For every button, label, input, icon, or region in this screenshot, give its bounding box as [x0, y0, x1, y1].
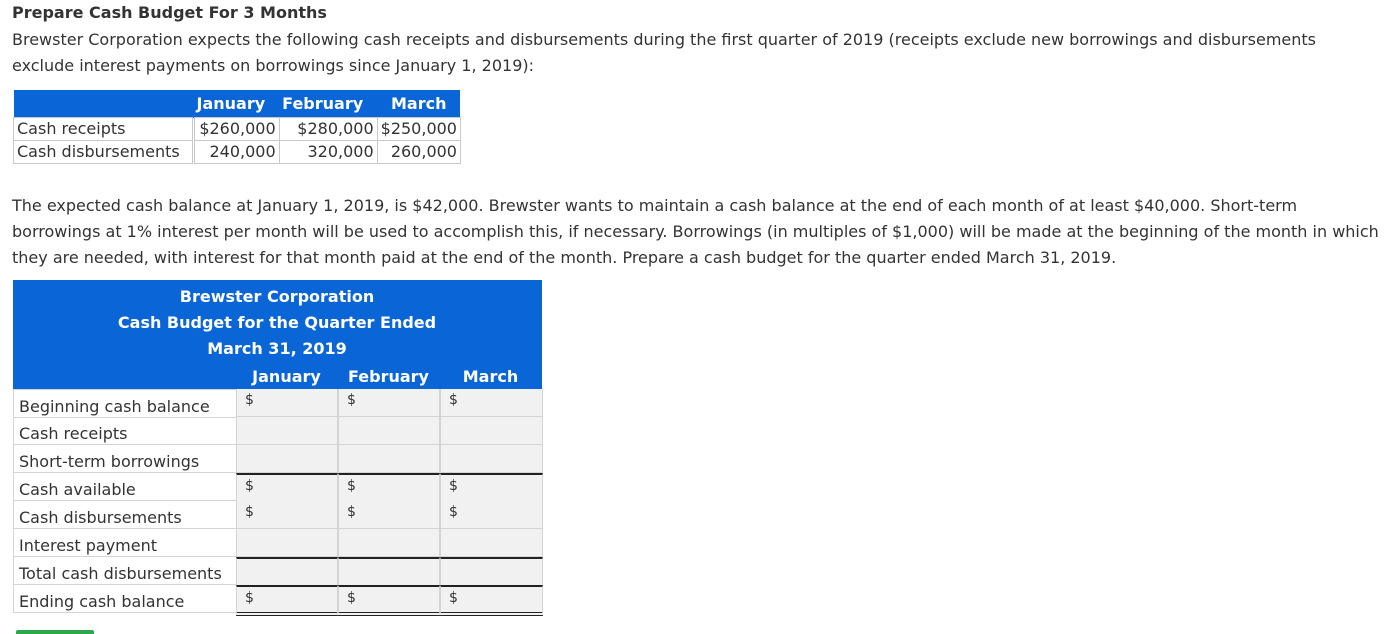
instructions-paragraph: The expected cash balance at January 1, 2019, is $42,000. Brewster wants to maintain a cash balance at the end of each month of at least $40,000. Short-term borrowings at 1% interest per month will be used to accomplish this, if necessary. Borrowings (in multiples of $1,000) will be made at the beginning of the month in which they are needed, with interest for that month paid at the end of the month. Prepare a cash budget for the quarter ended March 31, 2019.	[12, 196, 1379, 267]
dollar-sign: $	[449, 590, 458, 606]
col-header-march: March	[377, 90, 460, 118]
dollar-sign: $	[449, 392, 458, 408]
input-interest-february[interactable]	[338, 529, 440, 557]
cell-value: $260,000	[194, 118, 280, 141]
cell-value: 260,000	[377, 141, 460, 164]
row-label: Cash available	[13, 473, 241, 501]
input-total-disbursements-february[interactable]	[338, 557, 440, 587]
budget-col-january: January	[252, 367, 321, 386]
budget-row-cash-receipts	[13, 417, 542, 445]
row-label: Interest payment	[13, 529, 241, 557]
budget-col-february: February	[348, 367, 429, 386]
row-label: Total cash disbursements	[13, 557, 241, 585]
budget-row-cash-disbursements	[13, 501, 542, 529]
budget-row-borrowings	[13, 445, 542, 473]
budget-row-total-disbursements	[13, 557, 542, 585]
input-ending-cash-january[interactable]	[236, 585, 338, 616]
input-ending-cash-march[interactable]	[440, 585, 543, 616]
input-disbursements-february[interactable]	[338, 501, 440, 529]
input-cash-available-january[interactable]	[236, 473, 338, 503]
dollar-sign: $	[245, 392, 254, 408]
table-row	[14, 141, 461, 164]
budget-row-ending-cash	[13, 585, 542, 613]
budget-row-beginning-cash	[13, 389, 542, 417]
row-label: Beginning cash balance	[13, 389, 241, 418]
input-beginning-cash-january[interactable]	[236, 389, 338, 417]
budget-row-interest	[13, 529, 542, 557]
dollar-sign: $	[245, 504, 254, 520]
row-label: Cash disbursements	[14, 141, 194, 164]
dollar-sign: $	[347, 590, 356, 606]
input-interest-january[interactable]	[236, 529, 338, 557]
budget-date: March 31, 2019	[207, 339, 347, 358]
dollar-sign: $	[347, 392, 356, 408]
dollar-sign: $	[449, 504, 458, 520]
input-beginning-cash-february[interactable]	[338, 389, 440, 417]
input-total-disbursements-march[interactable]	[440, 557, 543, 587]
budget-header	[13, 280, 542, 389]
cash-budget-table	[13, 389, 542, 613]
input-disbursements-march[interactable]	[440, 501, 543, 529]
budget-title: Cash Budget for the Quarter Ended	[117, 313, 437, 332]
cell-value: $280,000	[279, 118, 377, 141]
col-header-january: January	[194, 90, 280, 118]
input-borrowings-february[interactable]	[338, 445, 440, 473]
submit-button-edge[interactable]	[16, 630, 94, 634]
row-label: Short-term borrowings	[13, 445, 241, 473]
intro-paragraph: Brewster Corporation expects the following cash receipts and disbursements during the first quarter of 2019 (receipts exclude new borrowings and disbursements exclude interest payments on borrowings since January 1, 2019):	[12, 30, 1317, 75]
row-label: Cash receipts	[14, 118, 194, 141]
input-cash-available-february[interactable]	[338, 473, 440, 503]
input-interest-march[interactable]	[440, 529, 543, 557]
cell-value: $250,000	[377, 118, 460, 141]
input-cash-available-march[interactable]	[440, 473, 543, 503]
budget-row-cash-available	[13, 473, 542, 501]
input-beginning-cash-march[interactable]	[440, 389, 543, 417]
table-row	[14, 118, 461, 141]
table-header-row	[14, 90, 461, 118]
col-header-february: February	[279, 90, 377, 118]
input-ending-cash-february[interactable]	[338, 585, 440, 616]
input-total-disbursements-january[interactable]	[236, 557, 338, 587]
problem-title: Prepare Cash Budget For 3 Months	[12, 3, 327, 22]
dollar-sign: $	[449, 478, 458, 494]
dollar-sign: $	[245, 478, 254, 494]
input-cash-receipts-february[interactable]	[338, 417, 440, 445]
row-label: Ending cash balance	[13, 585, 241, 613]
cell-value: 320,000	[279, 141, 377, 164]
receipts-disbursements-table	[13, 90, 461, 164]
dollar-sign: $	[347, 478, 356, 494]
input-borrowings-january[interactable]	[236, 445, 338, 473]
budget-col-march: March	[462, 367, 519, 386]
input-cash-receipts-january[interactable]	[236, 417, 338, 445]
row-label: Cash disbursements	[13, 501, 241, 529]
input-cash-receipts-march[interactable]	[440, 417, 543, 445]
input-borrowings-march[interactable]	[440, 445, 543, 473]
budget-company-name: Brewster Corporation	[179, 287, 375, 306]
dollar-sign: $	[347, 504, 356, 520]
row-label: Cash receipts	[13, 417, 241, 445]
dollar-sign: $	[245, 590, 254, 606]
cell-value: 240,000	[194, 141, 280, 164]
input-disbursements-january[interactable]	[236, 501, 338, 529]
